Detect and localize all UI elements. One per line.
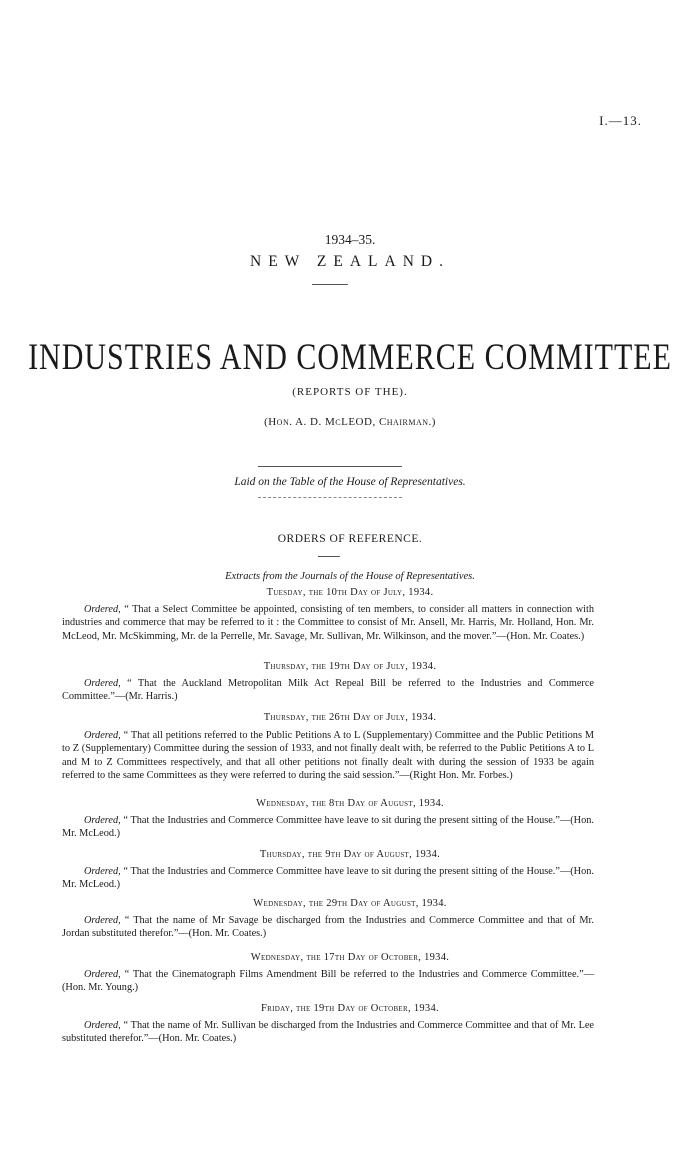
laid-on-table: Laid on the Table of the House of Representatives.: [234, 476, 466, 488]
order-date: Tuesday, the 10th Day of July, 1934.: [266, 587, 434, 598]
order-lead: Ordered,: [84, 1020, 121, 1031]
order-lead: Ordered,: [84, 730, 121, 741]
section-heading: ORDERS OF REFERENCE.: [277, 533, 423, 545]
divider-section: [318, 556, 340, 557]
order-paragraph: [62, 1019, 594, 1046]
order-paragraph: [62, 603, 594, 643]
order-date: Friday, the 19th Day of October, 1934.: [261, 1003, 439, 1014]
order-text: “ That the Industries and Commerce Committee have leave to sit during the present sitting of the House.”—(Hon. Mr. McLeod.): [62, 866, 594, 891]
order-date: Wednesday, the 17th Day of October, 1934.: [250, 952, 450, 963]
order-lead: Ordered,: [84, 969, 121, 980]
order-lead: Ordered,: [84, 678, 121, 689]
divider-short: [312, 284, 348, 285]
document-subtitle: (REPORTS OF THE).: [292, 386, 408, 398]
order-paragraph: [62, 914, 594, 941]
order-text: “ That the Industries and Commerce Committee have leave to sit during the present sitting of the House.”—(Hon. Mr. McLeod.): [62, 815, 594, 840]
document-reference: I.—13.: [599, 113, 642, 128]
order-paragraph: [62, 865, 594, 892]
order-paragraph: [62, 814, 594, 841]
order-text: “ That the Auckland Metropolitan Milk Act Repeal Bill be referred to the Industries and Commerce Committee.”—(Mr. Harris.): [62, 678, 594, 703]
order-text: “ That the name of Mr. Sullivan be discharged from the Industries and Commerce Committee and that of Mr. Lee substituted therefor.”—(Hon. Mr. Coates.): [62, 1020, 594, 1045]
document-title: INDUSTRIES AND COMMERCE COMMITTEE: [28, 336, 672, 378]
country-heading: NEW ZEALAND.: [250, 253, 450, 270]
order-date: Wednesday, the 8th Day of August, 1934.: [256, 798, 444, 809]
order-lead: Ordered,: [84, 815, 121, 826]
divider-top: [258, 466, 402, 467]
order-lead: Ordered,: [84, 604, 121, 615]
order-text: “ That all petitions referred to the Public Petitions A to L (Supplementary) Committee and the Public Petitions M to Z (Supplementary) Committee during the session of 1933, and not finally dealt with, be referred to the Public Petitions A to L and M to Z Committees respectively, and that all other petitions not finally dealt with during the session of 1933 be again referred to the same Committees as they were referred to during the said session.”—(Right Hon. Mr. Forbes.): [62, 730, 594, 781]
order-text: “ That the name of Mr Savage be discharged from the Industries and Commerce Committee and that of Mr. Jordan substituted therefor.”—(Hon. Mr. Coates.): [62, 915, 594, 940]
divider-bottom: [258, 497, 402, 498]
order-paragraph: [62, 677, 594, 704]
order-lead: Ordered,: [84, 866, 121, 877]
order-text: “ That a Select Committee be appointed, consisting of ten members, to consider all matters in connection with industries and commerce that may be referred to it : the Committee to consist of Mr. Ansell, Mr. Harris, Mr. Holland, Hon. Mr. McLeod, Mr. McSkimming, Mr. de la Perrelle, Mr. Savage, Mr. Sullivan, Mr. Wilkinson, and the mover.”—(Hon. Mr. Coates.): [62, 604, 594, 642]
order-paragraph: [62, 729, 594, 782]
order-date: Thursday, the 9th Day of August, 1934.: [259, 849, 441, 860]
session-years: 1934–35.: [324, 232, 376, 247]
chairman-line: (Hon. A. D. McLEOD, Chairman.): [264, 416, 436, 428]
order-text: “ That the Cinematograph Films Amendment Bill be referred to the Industries and Commerce Committee.”—(Hon. Mr. Young.): [62, 969, 594, 994]
order-date: Thursday, the 19th Day of July, 1934.: [263, 661, 437, 672]
order-date: Wednesday, the 29th Day of August, 1934.: [253, 898, 447, 909]
order-date: Thursday, the 26th Day of July, 1934.: [263, 712, 437, 723]
extracts-note: Extracts from the Journals of the House of Representatives.: [225, 571, 475, 582]
order-lead: Ordered,: [84, 915, 121, 926]
order-paragraph: [62, 968, 594, 995]
